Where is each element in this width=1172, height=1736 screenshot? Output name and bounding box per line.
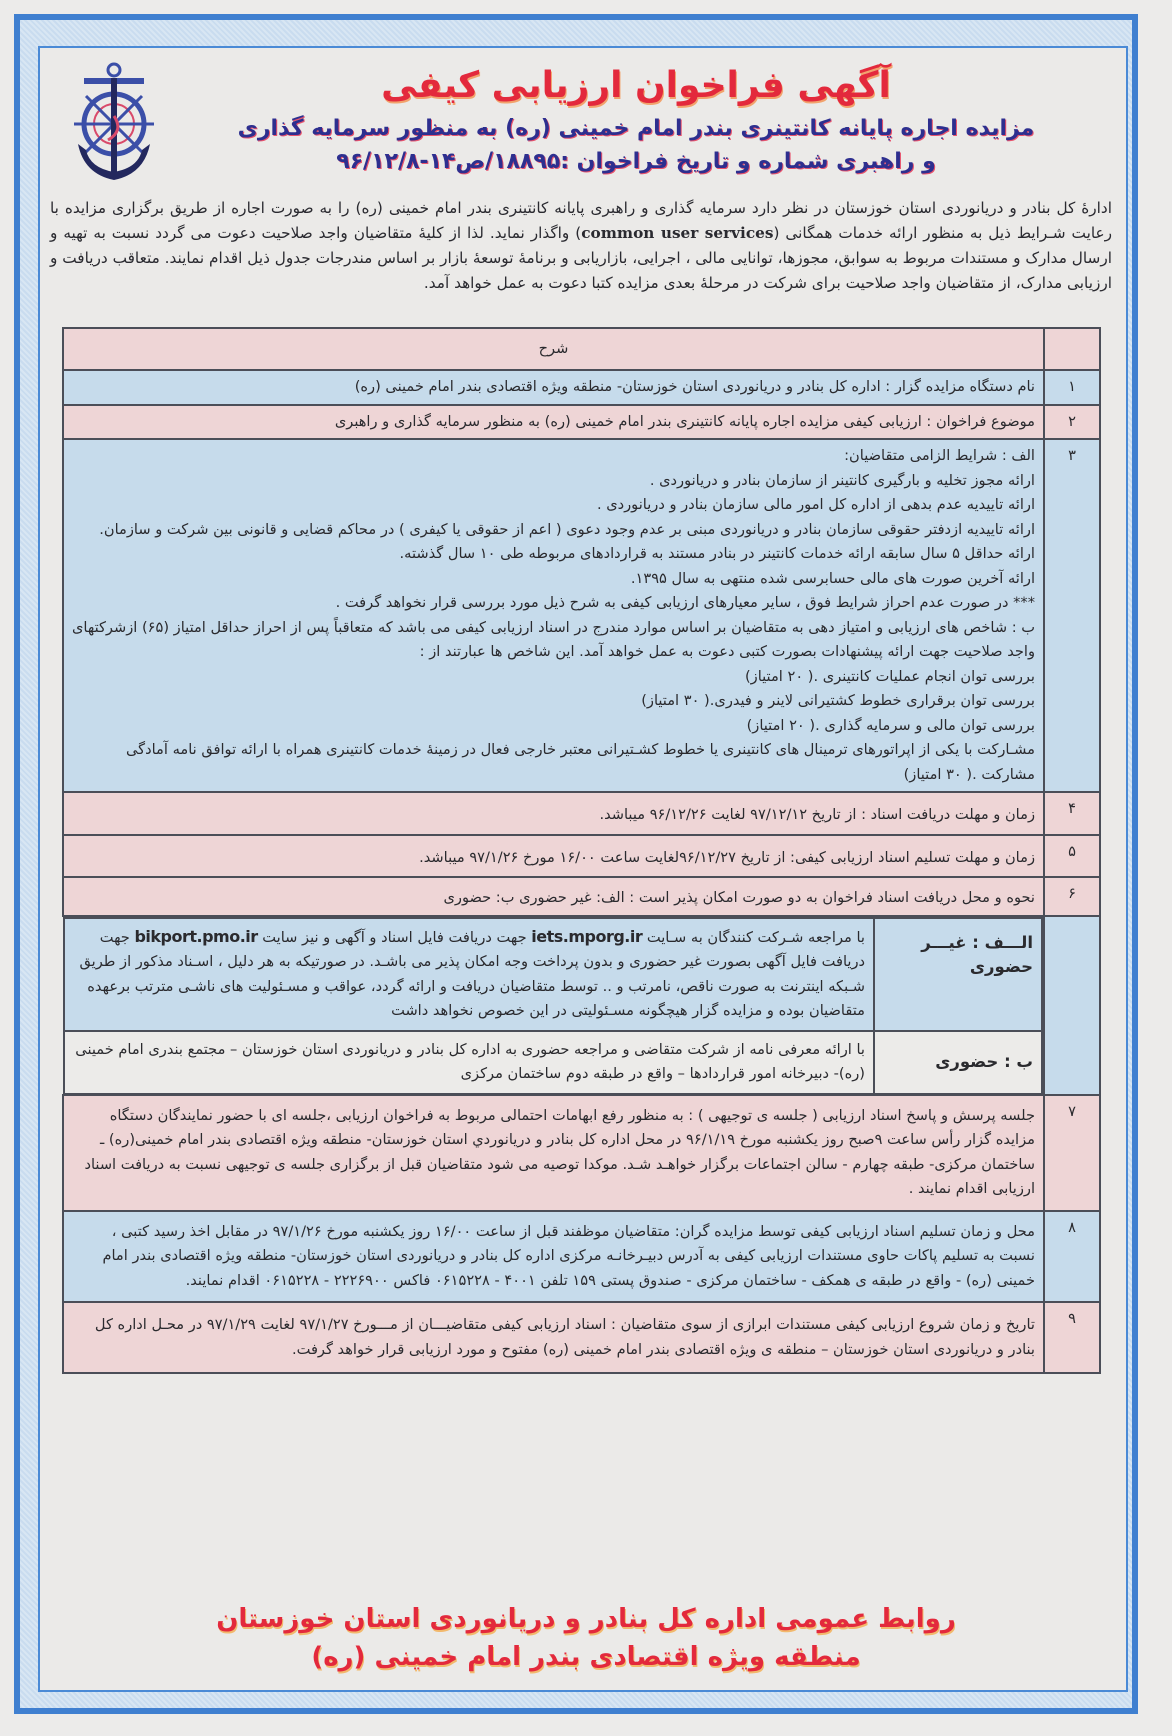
row-text: تاریخ و زمان شروع ارزیابی کیفی مستندات ابرازی از سوی متقاضیان : اسناد ارزیابی کیفی متقاضیـــان از مـــورخ ۹۷/۱/۲۷ لغایت ۹۷/۱/۲۹ در محـل اداره کل بنادر و دریانوردی استان خوزستان – منطقه ی ویژه اقتصادی بندر امام خمینی (ره) مفتوح و مورد ارزیابی قرار خواهد گرفت.	[63, 1302, 1044, 1373]
table-row	[63, 877, 1100, 916]
row-number-empty	[1044, 916, 1100, 1095]
header-number-cell	[1044, 328, 1100, 370]
row-text: زمان و مهلت دریافت اسناد : از تاریخ ۹۷/۱۲/۱۲ لغایت ۹۶/۱۲/۲۶ میباشد.	[63, 792, 1044, 835]
criteria-item: بررسی توان مالی و سرمایه گذاری .( ۲۰ امتیاز)	[746, 716, 1035, 734]
requirement-item: ارائه آخرین صورت های مالی حسابرسی شده منتهی به سال ۱۳۹۵.	[630, 569, 1035, 587]
table-row	[63, 792, 1100, 835]
row-number: ۷	[1044, 1095, 1100, 1211]
row-number: ۸	[1044, 1211, 1100, 1303]
table-row	[63, 1095, 1100, 1211]
row-number: ۹	[1044, 1302, 1100, 1373]
table-row	[63, 439, 1100, 792]
criteria-heading: ب : شاخص های ارزیابی و امتیاز دهی به متقاضیان بر اساس موارد مندرج در اسناد ارزیابی کیفی می باشد که متعاقباً پس از احراز حداقل امتیاز (۶۵) ازشرکتهای واجد صلاحیت جهت ارائه پیشنهادات بصورت کتبی دعوت به عمل خواهد آمد. این شاخص ها عبارتند از :	[71, 618, 1035, 660]
row-requirements	[63, 439, 1044, 792]
table-row	[63, 1211, 1100, 1303]
intro-latin-term: common user services	[581, 224, 774, 242]
requirement-item: ارائه تاییدیه عدم بدهی از اداره کل امور مالی سازمان بنادر و دریانوردی .	[596, 496, 1035, 513]
remote-label: الـــف : غیـــر حضوری	[874, 918, 1042, 1031]
table-row	[63, 1302, 1100, 1373]
footer-line-2: منطقه ویژه اقتصادی بندر امام خمینی (ره)	[311, 1642, 861, 1672]
row-text: زمان و مهلت تسلیم اسناد ارزیابی کیفی: از تاریخ ۹۶/۱۲/۲۷لغایت ساعت ۱۶/۰۰ مورخ ۹۷/۱/۲۶ میباشد.	[63, 835, 1044, 878]
criteria-item: مشـارکت با یکی از اپراتورهای ترمینال های کانتینری یا خطوط کشـتیرانی معتبر خارجی فعال در زمینهٔ خدمات کانتینری همراه با ارائه توافق نامه آمادگی مشارکت .( ۳۰ امتیاز)	[126, 741, 1035, 783]
remote-text-part: جهت دریافت فایل آگهی بصورت غیر حضوری و بدون پرداخت وجه امکان پذیر می باشـد. در صورتیکه به هر دلیل ، اسـناد مذکور از طریق شـبکه اینترنت به صورت ناقص، نامرتب و .. توسط متقاضیان دریافت و ارائه گردد، عواقب و مسـئولیت های ناشـی مترتب برعهده متقاضیان بوده و مزایده گزار هیچگونه مسـئولیتی در این خصوص نخواهد داشت	[79, 928, 865, 1019]
sub-rows-container	[63, 916, 1044, 1095]
main-title: آگهی فراخوان ارزیابی کیفی	[381, 65, 891, 106]
requirement-item: ارائه تاییدیه ازدفتر حقوقی سازمان بنادر و دریانوردی مبنی بر عدم وجود دعوی ( اعم از حقوقی یا کیفری ) در محاکم قضایی و قانونی بین شرکت و سازمان.	[99, 520, 1035, 538]
row-number: ۶	[1044, 877, 1100, 916]
criteria-item: بررسی توان برقراری خطوط کشتیرانی لاینر و فیدری.( ۳۰ امتیاز)	[641, 692, 1035, 709]
requirement-item: ارائه حداقل ۵ سال سابقه ارائه خدمات کانتینر در بنادر مستند به قراردادهای مربوطه طی ۱۰ سال گذشته.	[399, 545, 1035, 562]
row-number: ۳	[1044, 439, 1100, 792]
footer-line-1: روابط عمومی اداره کل بنادر و دریانوردی استان خوزستان	[216, 1604, 956, 1634]
row-text: نام دستگاه مزایده گزار : اداره کل بنادر و دریانوردی استان خوزستان- منطقه ویژه اقتصادی بندر امام خمینی (ره)	[63, 370, 1044, 405]
row-number: ۴	[1044, 792, 1100, 835]
table-row	[63, 405, 1100, 440]
sub-row-remote	[64, 918, 1042, 1031]
table-header-row	[63, 328, 1100, 370]
footer-signature	[200, 1600, 972, 1676]
row-text: نحوه و محل دریافت اسناد فراخوان به دو صورت امکان پذیر است : الف: غیر حضوری ب: حضوری	[63, 877, 1044, 916]
row-text: جلسه پرسش و پاسخ اسناد ارزیابی ( جلسه ی توجیهی ) : به منظور رفع ابهامات احتمالی مربوط به فراخوان ارزیابی ،جلسه ای با حضور نمایندگان دستگاه مزایده گزار رأس ساعت ۹صبح روز یکشنبه مورخ ۹۶/۱/۱۹ در محل اداره کل بنادر و دریانوردي استان خوزستان- منطقه ویژه اقتصادی بندر امام خمینی(ره) ـ ساختمان مرکزی- طبقه چهارم - سالن اجتماعات برگزار خواهـد شـد. موکدا توصیه می شود متقاضیان قبل از برگزاری جلسه ی توجیهی نسبت به دریافت اسناد ارزیابی اقدام نمایند .	[63, 1095, 1044, 1211]
in-person-text: با ارائه معرفی نامه از شرکت متقاضی و مراجعه حضوری به اداره کل بنادر و دریانوردی استان خوزستان – مجتمع بندری امام خمینی (ره)- دبیرخانه امور قراردادها – واقع در طبقه دوم ساختمان مرکزی	[64, 1031, 874, 1094]
anchor-ship-wheel-icon	[64, 56, 164, 184]
requirement-item: ارائه مجوز تخلیه و بارگیری کانتینر از سازمان بنادر و دریانوردی .	[649, 471, 1035, 489]
subtitle-line-1: مزایده اجاره پایانه کانتینری بندر امام خمینی (ره) به منظور سرمایه گذاری	[237, 116, 1035, 141]
criteria-item: بررسی توان انجام عملیات کانتینری .( ۲۰ امتیاز)	[744, 667, 1035, 685]
row-text: محل و زمان تسلیم اسناد ارزیابی کیفی توسط مزایده گران: متقاضیان موظفند قبل از ساعت ۱۶/۰۰ روز یکشنبه مورخ ۹۷/۱/۲۶ در مقابل اخذ رسید کتبی ، نسبت به تسلیم پاکات حاوی مستندات ارزیابی کیفی به آدرس دبیـرخانـه مرکزی اداره کل بنادر و دریانوردی استان خوزستان- منطقه ویژه اقتصادی بندر امام خمینی (ره) - واقع در طبقه ی همکف - ساختمان مرکزی - صندوق پستی ۱۵۹ تلفن ۴۰۰۱ - ۰۶۱۵۲۲۸ فاکس ۲۲۲۶۹۰۰ - ۰۶۱۵۲۲۸ اقدام نمایند.	[63, 1211, 1044, 1303]
requirements-heading: الف : شرایط الزامی متقاضیان:	[844, 447, 1035, 464]
table-row	[63, 370, 1100, 405]
remote-text	[64, 918, 874, 1031]
row-number: ۱	[1044, 370, 1100, 405]
conditions-table	[62, 327, 1101, 1374]
sub-row-in-person	[64, 1031, 1042, 1094]
delivery-methods-table	[63, 917, 1043, 1095]
header-description: شرح	[63, 328, 1044, 370]
intro-text-2: ) واگذار نماید. لذا از کلیهٔ متقاضیان واجد صلاحیت دعوت می گردد نسبت به تهیه و ارسال مدارک و مستندات مربوط به سوابق، مجوزها، توانایی مالی ، اجرایی، بازاریابی و برنامهٔ توسعهٔ بازار بر اساس مندرجات جدول ذیل اقدام نمایند. متعاقب دریافت و ارزیابی مدارک، از متقاضیان واجد صلاحیت برای شرکت در مرحلهٔ بعدی مزایده کتبا دعوت به عمل خواهد آمد.	[50, 224, 1112, 292]
requirement-note: *** در صورت عدم احراز شرایط فوق ، سایر معیارهای ارزیابی کیفی به شرح ذیل مورد بررسی قرار نخواهد گرفت .	[335, 594, 1035, 611]
table-row	[63, 835, 1100, 878]
remote-text-part: جهت دریافت فایل اسناد و آگهی و نیز سایت	[257, 928, 532, 946]
subtitle-line-2: و راهبری شماره و تاریخ فراخوان :۱۸۸۹۵/ص۱۴-۹۶/۱۲/۸	[336, 149, 936, 174]
intro-text-1: ادارهٔ کل بنادر و دریانوردی استان خوزستان در نظر دارد سرمایه گذاری و راهبری پایانه کانتینری بندر امام خمینی (ره) را به صورت اجاره از طریق برگزاری مزایده با رعایت شـرایط ذیل به منظور ارائه خدمات همگانی (	[50, 199, 1112, 242]
website-link-iets[interactable]: iets.mporg.ir	[531, 926, 643, 946]
remote-text-part: با مراجعه شـرکت کنندگان به سـایت	[642, 928, 865, 946]
table-row	[63, 916, 1100, 1095]
website-link-bikport[interactable]: bikport.pmo.ir	[134, 926, 258, 946]
intro-paragraph	[50, 196, 1112, 296]
row-text: موضوع فراخوان : ارزیابی کیفی مزایده اجاره پایانه کانتینری بندر امام خمینی (ره) به منظور سرمایه گذاری و راهبری	[63, 405, 1044, 440]
row-number: ۲	[1044, 405, 1100, 440]
in-person-label: ب : حضوری	[874, 1031, 1042, 1094]
row-number: ۵	[1044, 835, 1100, 878]
announcement-title	[160, 60, 1112, 178]
